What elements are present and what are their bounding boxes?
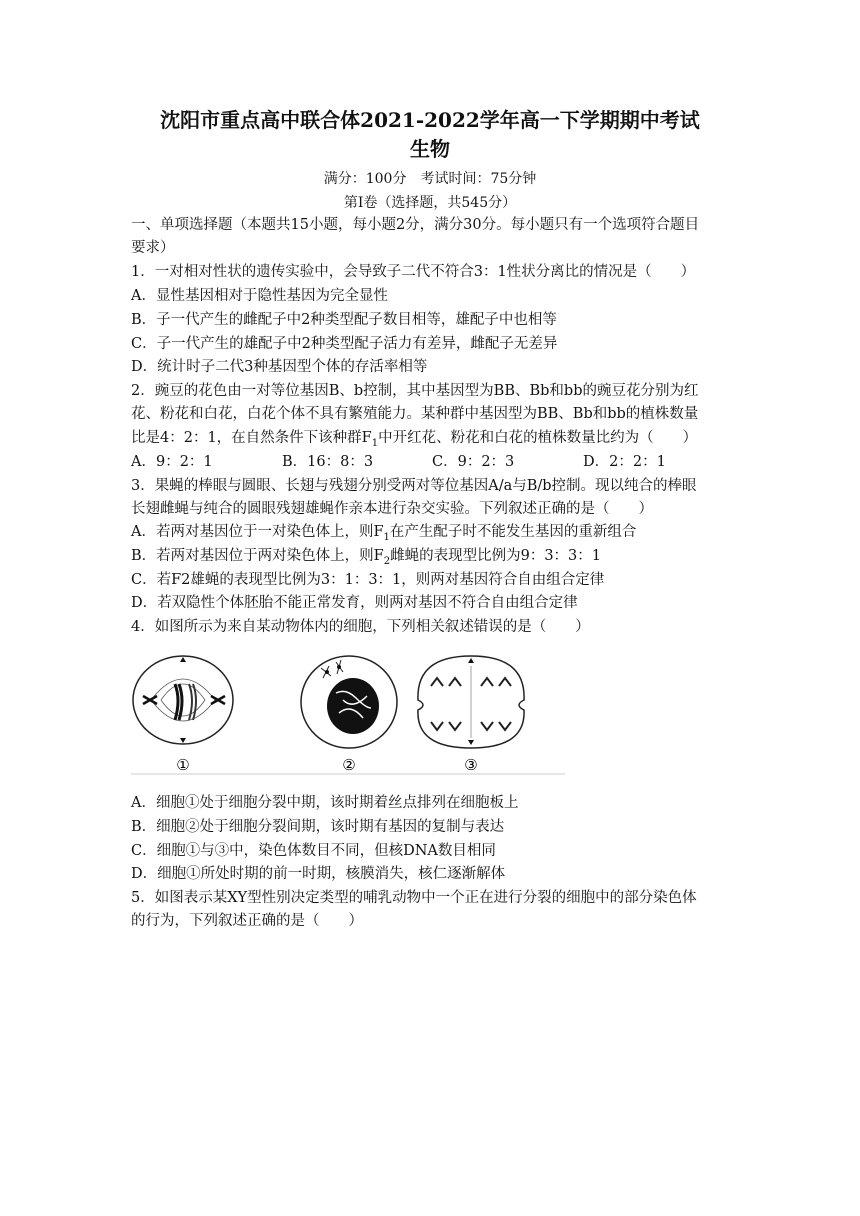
q5-stem-2: 的行为，下列叙述正确的是（ ） [131,913,363,929]
cell-diagram [131,648,565,778]
q2-stem-2: 花、粉花和白花，白花个体不具有繁殖能力。某种群中基因型为BB、Bb和bb的植株数量 [131,406,699,422]
q4-option-d: D．细胞①所处时期的前一时期，核膜消失，核仁逐渐解体 [131,866,506,882]
q1-option-c: C．子一代产生的雄配子中2种类型配子活力有差异，雌配子无差异 [131,336,558,352]
q2-stem-1: 2．豌豆的花色由一对等位基因B、b控制，其中基因型为BB、Bb和bb的豌豆花分别为红 [131,383,699,399]
q1-option-a: A．显性基因相对于隐性基因为完全显性 [131,288,388,304]
q2-option-a: A．9：2：1 [131,454,213,470]
section-heading: 一、单项选择题（本题共15小题，每小题2分，满分30分。每小题只有一个选项符合题目 [131,217,700,233]
cell-label-3: ③ [464,756,478,774]
exam-info: 满分：100分 考试时间：75分钟 [323,171,537,187]
q3-stem-1: 3．果蝇的棒眼与圆眼、长翅与残翅分别受两对等位基因A/a与B/b控制。现以纯合的棒眼 [131,478,697,494]
q4-stem: 4．如图所示为来自某动物体内的细胞，下列相关叙述错误的是（ ） [131,619,590,635]
q1-option-b: B．子一代产生的雌配子中2种类型配子数目相等，雄配子中也相等 [131,312,557,328]
q3-option-c: C．若F2雄蝇的表现型比例为3：1：3：1，则两对基因符合自由组合定律 [131,572,605,588]
cell-1 [133,656,233,744]
q2-stem-3: 比是4：2：1，在自然条件下该种群$F_1$中开红花、粉花和白花的植株数量比约为（ ） [131,430,698,449]
q1-stem: 1．一对相对性状的遗传实验中，会导致子二代不符合3：1性状分离比的情况是（ ） [131,264,696,280]
cell-label-2: ② [342,756,356,774]
q3-stem-2: 长翅雌蝇与纯合的圆眼残翅雄蝇作亲本进行杂交实验。下列叙述正确的是（ ） [131,501,653,517]
q2-option-d: D．2：2：1 [583,454,666,470]
q2-option-b: B．16：8：3 [282,454,374,470]
q1-option-d: D．统计时子二代3种基因型个体的存活率相等 [131,359,428,375]
q4-option-a: A．细胞①处于细胞分裂中期，该时期着丝点排列在细胞板上 [131,795,519,811]
q4-option-b: B．细胞②处于细胞分裂间期，该时期有基因的复制与表达 [131,819,505,835]
subject-title: 生物 [410,137,450,161]
cell-2 [301,656,397,748]
q3-option-a: A．若两对基因位于一对染色体上，则$F_1$在产生配子时不能发生基因的重新组合 [131,524,637,543]
volume-label: 第Ⅰ卷（选择题，共545分） [343,195,517,211]
exam-title: 沈阳市重点高中联合体2021-2022学年高一下学期期中考试 [160,108,700,132]
q5-stem-1: 5．如图表示某XY型性别决定类型的哺乳动物中一个正在进行分裂的细胞中的部分染色体 [131,890,697,906]
q2-option-c: C．9：2：3 [432,454,515,470]
q4-option-c: C．细胞①与③中，染色体数目不同，但核DNA数目相同 [131,843,496,859]
q3-option-d: D．若双隐性个体胚胎不能正常发育，则两对基因不符合自由组合定律 [131,595,578,611]
section-heading-cont: 要求） [131,240,175,256]
q3-option-b: B．若两对基因位于两对染色体上，则$F_2$雌蝇的表现型比例为9：3：3：1 [131,548,601,567]
cell-label-1: ① [176,756,190,774]
cell-3 [418,656,524,748]
